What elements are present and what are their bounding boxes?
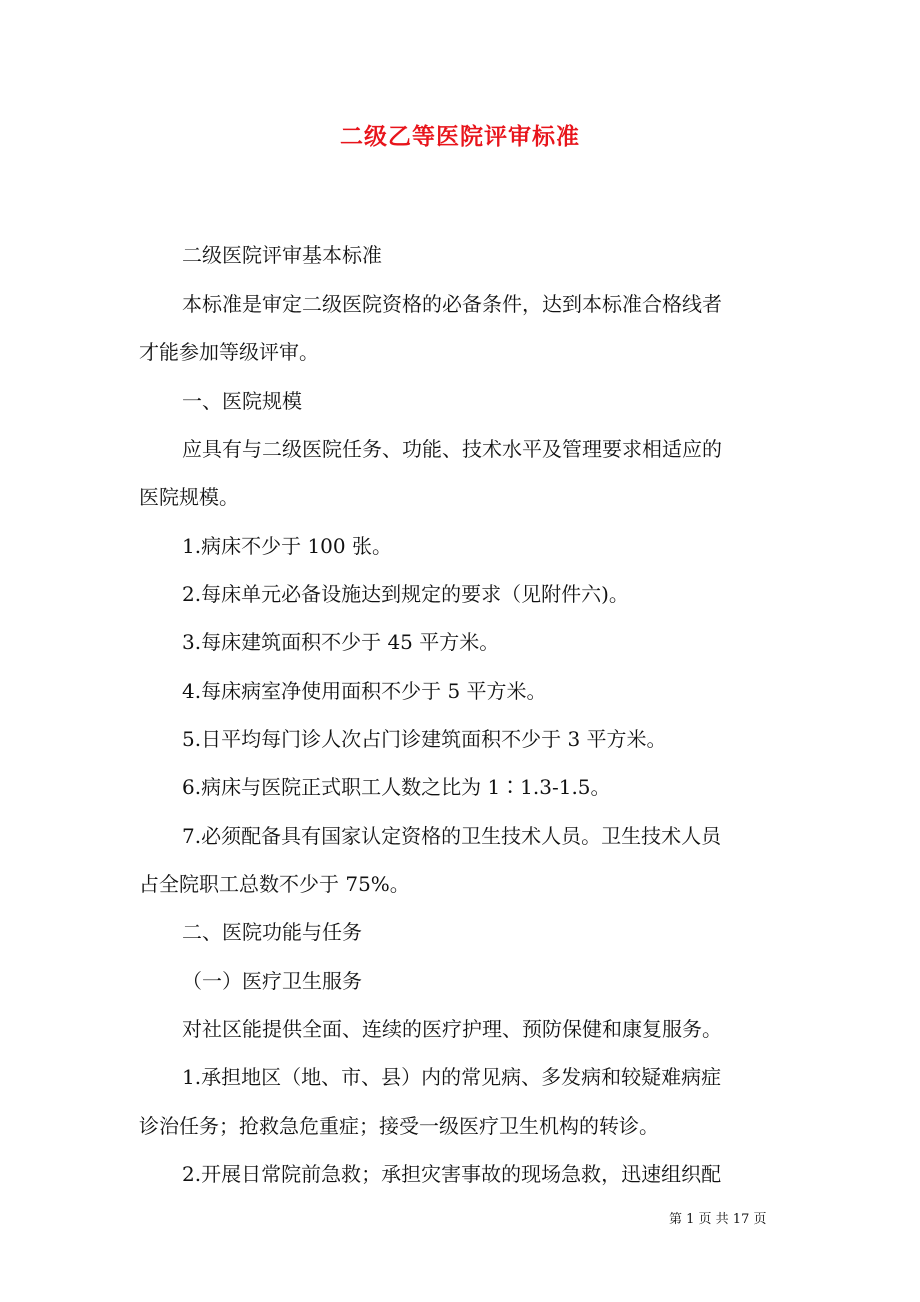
paragraph-line: 医院规模。 xyxy=(139,485,239,509)
paragraph-line: 本标准是审定二级医院资格的必备条件，达到本标准合格线者 xyxy=(182,292,722,316)
paragraph-line: 诊治任务；抢救急危重症；接受一级医疗卫生机构的转诊。 xyxy=(139,1114,659,1138)
paragraph-heading: 二级医院评审基本标准 xyxy=(182,243,382,267)
subsection-heading: （一）医疗卫生服务 xyxy=(182,969,362,993)
document-title: 二级乙等医院评审标准 xyxy=(340,124,580,150)
paragraph-line: 对社区能提供全面、连续的医疗护理、预防保健和康复服务。 xyxy=(182,1017,722,1041)
section-heading: 一、医院规模 xyxy=(182,389,302,413)
page-footer: 第 1 页 共 17 页 xyxy=(669,1212,767,1227)
paragraph-line: 应具有与二级医院任务、功能、技术水平及管理要求相适应的 xyxy=(182,437,722,461)
list-item: 4.每床病室净使用面积不少于 5 平方米。 xyxy=(182,679,547,703)
paragraph-line: 才能参加等级评审。 xyxy=(139,340,319,364)
list-item: 1.承担地区（地、市、县）内的常见病、多发病和较疑难病症 xyxy=(182,1065,722,1089)
list-item: 2.每床单元必备设施达到规定的要求（见附件六)。 xyxy=(182,582,629,606)
section-heading: 二、医院功能与任务 xyxy=(182,920,362,944)
list-item: 7.必须配备具有国家认定资格的卫生技术人员。卫生技术人员 xyxy=(182,824,722,848)
list-item: 3.每床建筑面积不少于 45 平方米。 xyxy=(182,630,500,654)
list-item: 2.开展日常院前急救；承担灾害事故的现场急救，迅速组织配 xyxy=(182,1162,722,1186)
list-item: 5.日平均每门诊人次占门诊建筑面积不少于 3 平方米。 xyxy=(182,727,667,751)
list-item: 6.病床与医院正式职工人数之比为 1∶1.3-1.5。 xyxy=(182,775,611,799)
list-item: 1.病床不少于 100 张。 xyxy=(182,534,392,558)
paragraph-line: 占全院职工总数不少于 75%。 xyxy=(139,872,410,896)
